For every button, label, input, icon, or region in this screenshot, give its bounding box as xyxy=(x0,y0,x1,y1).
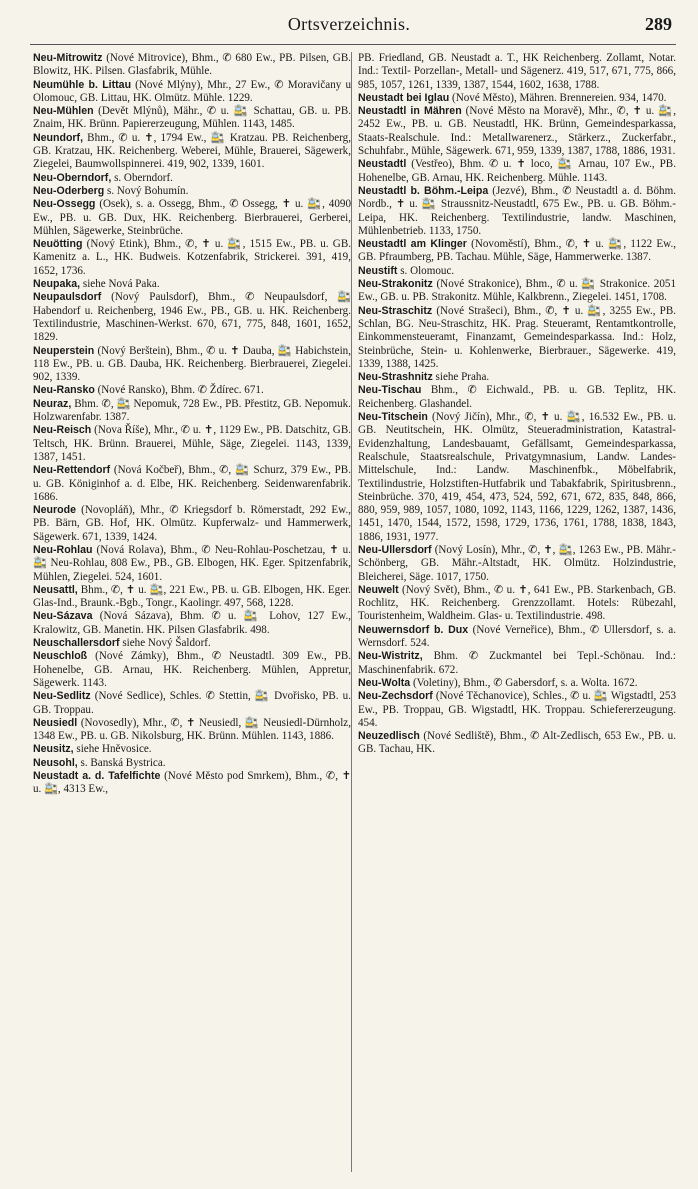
entry-headword: Neuperstein xyxy=(33,344,95,357)
directory-entry xyxy=(358,265,676,278)
entry-text: (Novosedly), Mhr., ✆, ✝ Neusiedl, 🚉 Neusiedl-Dürnholz, 1348 Ew., PB. u. GB. Nikolsburg, HK. Brünn. Mühlen. 1143, 1886. xyxy=(33,716,351,743)
entry-text: (Nový Berštein), Bhm., ✆ u. ✝ Dauba, 🚉 Habichstein, 118 Ew., PB. u. GB. Dauba, HK. Reichenberg. Bierbrauerei, Ziegelei. 902, 1339. xyxy=(33,344,351,384)
entry-headword: Neupaulsdorf xyxy=(33,291,102,304)
entry-text: (Nové Strašeci), Bhm., ✆, ✝ u. 🚉, 3255 Ew., PB. Schlan, BG. Neu-Straschitz, HK. Prag. Steueramt, Rentamtkontrolle, Einkommensteueramt, Finanzamt, Gemeindesparkassa. Ind.: Holz, Steinbrüche, Stein- u. Kohlenwerke, Bierbrauer., Sägewerke. 419, 1339, 1388, 1425. xyxy=(358,304,676,370)
entry-headword: Neuötting xyxy=(33,238,83,251)
directory-entry xyxy=(33,398,351,425)
entry-text: (Nové Město), Mähren. Brennereien. 934, 1470. xyxy=(452,91,667,104)
entry-headword: Neu-Mühlen xyxy=(33,105,94,118)
entry-text: siehe Praha. xyxy=(435,371,490,384)
entry-headword: Neusitz, xyxy=(33,743,74,756)
entry-text: s. Olomouc. xyxy=(400,264,455,277)
entry-headword: Neu-Reisch xyxy=(33,424,92,437)
entry-headword: Neustadtl xyxy=(358,158,407,171)
directory-entry xyxy=(33,544,351,584)
entry-text: (Nové Zámky), Bhm., ✆ Neustadtl. 309 Ew., PB. Hohenelbe, GB. Arnau, HK. Reichenberg. Mühlen, Appretur, Sägewerk. 1143. xyxy=(33,650,351,689)
entry-text: (Nový Jičín), Mhr., ✆, ✝ u. 🚉, 16.532 Ew., PB. u. GB. Neutitschein, HK. Olmütz, Steueradministration, Katastral-Evidenzhaltung, Landesbauamt, Gefällsamt, Gemeindesparkassa, Realschule, Staatsrealschule, Privatgymnasium, Landw. Landes-Mittelschule, Ind.: Landw. Maschinenfbk., Möbelfabrik, Textilindustrie, Holzstiften-Hutfabrik und Tabakfabrik, Spiritusbrenn., Steinbrüche. 370, 419, 454, 473, 524, 592, 671, 672, 835, 848, 866, 880, 959, 989, 1057, 1080, 1092, 1143, 1166, 1229, 1262, 1387, 1436, 1451, 1470, 1544, 1572, 1598, 1729, 1736, 1761, 1788, 1838, 1843, 1886, 1931, 1977. xyxy=(358,411,676,543)
entry-headword: Neusohl, xyxy=(33,756,78,769)
entry-headword: Neustadtl b. Böhm.-Leipa xyxy=(358,184,489,197)
directory-entry xyxy=(33,743,351,756)
entry-text: s. Nový Bohumín. xyxy=(107,184,189,197)
entry-headword: Neu-Ossegg xyxy=(33,198,96,211)
directory-entry xyxy=(358,544,676,584)
directory-entry xyxy=(358,690,676,730)
entry-headword: Neuraz, xyxy=(33,397,72,410)
entry-text: (Nové Těchanovice), Schles., ✆ u. 🚉 Wigstadtl, 253 Ew., PB. Troppau, GB. Wigstadtl, HK. Troppau. Schiefererzeugung. 454. xyxy=(358,690,676,729)
directory-entry xyxy=(358,305,676,371)
entry-text: (Nová Kočbeř), Bhm., ✆, 🚉 Schurz, 379 Ew., PB. u. GB. Königinhof a. d. Elbe, HK. Reichenberg. Seidenwarenfabrik. 1686. xyxy=(33,464,351,503)
entry-headword: Neu-Oberndorf, xyxy=(33,171,112,184)
directory-entry xyxy=(358,52,676,92)
directory-entry xyxy=(33,717,351,744)
entry-headword: Neu-Titschein xyxy=(358,411,428,424)
entry-text: (Nové Ransko), Bhm. ✆ Ždírec. 671. xyxy=(97,384,264,397)
directory-entry xyxy=(33,238,351,278)
directory-entry xyxy=(33,172,351,185)
entry-text: (Nový Paulsdorf), Bhm., ✆ Neupaulsdorf, 🚉 Habendorf u. Reichenberg, 1946 Ew., PB., GB. u. HK. Reichenberg. Textilindustrie, Maschinen-Werkst. 670, 671, 775, 848, 1601, 1652, 1829. xyxy=(33,291,351,344)
entry-headword: Neustadt bei Iglau xyxy=(358,91,450,104)
entry-text: (Nové Strakonice), Bhm., ✆ u. 🚉 Strakonice. 2051 Ew., GB. u. PB. Strakonitz. Mühle, Kalkbrenn., Ziegelei. 1451, 1708. xyxy=(358,278,676,304)
directory-entry xyxy=(33,52,351,79)
entry-text: (Nové Mlýny), Mhr., 27 Ew., ✆ Moravičany u Olomouc, GB. Littau, HK. Olmütz. Mühle. 1229. xyxy=(33,78,351,104)
entry-headword: Neuwelt xyxy=(358,583,399,596)
directory-entry xyxy=(358,238,676,265)
directory-entry xyxy=(33,464,351,504)
entry-text: (Nova Říše), Mhr., ✆ u. ✝, 1129 Ew., PB. Datschitz, GB. Teltsch, HK. Brünn. Brauerei, Mühle, Säge, Ziegelei. 1143, 1339, 1387, 1451. xyxy=(33,424,351,463)
right-column xyxy=(358,52,676,1182)
directory-entry xyxy=(358,92,676,105)
entry-text: (Nové Sedlice), Schles. ✆ Stettin, 🚉 Dvořisko, PB. u. GB. Troppau. xyxy=(33,690,351,716)
entry-text: siehe Nová Paka. xyxy=(82,278,160,291)
directory-entry xyxy=(358,677,676,690)
directory-entry xyxy=(358,185,676,238)
entry-text: PB. Friedland, GB. Neustadt a. T., HK Reichenberg. Zollamt, Notar. Ind.: Textil- Porzellan-, Metall- und Sägenerz. 419, 517, 671, 775, 866, 985, 1057, 1261, 1339, 1387, 1544, 1602, 1638, 1788. xyxy=(358,52,676,91)
entry-text: (Jezvé), Bhm., ✆ Neustadtl a. d. Böhm. Nordb., ✝ u. 🚉 Straussnitz-Neustadtl, 675 Ew., PB. u. GB. Böhm.-Leipa, HK. Reichenberg. Textilindustrie, landw. Maschinen, Mühlenbetrieb. 1133, 1750. xyxy=(358,184,676,237)
directory-entry xyxy=(358,158,676,185)
entry-text: (Nový Etink), Bhm., ✆, ✝ u. 🚉, 1515 Ew., PB. u. GB. Kamenitz a. L., HK. Budweis. Kotzenfabrik, Strickerei. 391, 419, 1652, 1736. xyxy=(33,238,351,277)
entry-text: (Novoměstí), Bhm., ✆, ✝ u. 🚉, 1122 Ew., GB. Pfraumberg, PB. Tachau. Mühle, Säge, Hammerwerke. 1387. xyxy=(358,238,676,264)
entry-headword: Neu-Strashnitz xyxy=(358,371,433,384)
directory-entry xyxy=(33,584,351,611)
entry-headword: Neu-Wolta xyxy=(358,676,411,689)
directory-entry xyxy=(33,384,351,397)
directory-entry xyxy=(33,757,351,770)
directory-entry xyxy=(33,291,351,344)
entry-headword: Neu-Mitrowitz xyxy=(33,52,103,64)
entry-headword: Neustadtl in Mähren xyxy=(358,105,462,118)
directory-entry xyxy=(358,584,676,624)
page-title: Ortsverzeichnis. xyxy=(287,14,411,34)
entry-text: s. Banská Bystrica. xyxy=(80,756,166,769)
entry-headword: Neustift xyxy=(358,264,398,277)
entry-text: (Nové Verneřice), Bhm., ✆ Ullersdorf, s. a. Wernsdorf. 524. xyxy=(358,623,676,650)
directory-entry xyxy=(358,730,676,757)
entry-headword: Neustadt a. d. Tafelfichte xyxy=(33,770,161,783)
entry-headword: Neu-Tischau xyxy=(358,384,422,397)
entry-headword: Neu-Rohlau xyxy=(33,543,93,556)
entry-headword: Neu-Zechsdorf xyxy=(358,690,433,703)
directory-entry xyxy=(33,185,351,198)
entry-headword: Neu-Ullersdorf xyxy=(358,543,432,556)
entry-headword: Neu-Oderberg xyxy=(33,184,105,197)
entry-text: siehe Hněvosice. xyxy=(76,743,152,756)
entry-headword: Neu-Rettendorf xyxy=(33,464,111,477)
entry-text: Bhm. ✆, 🚉 Nepomuk, 728 Ew., PB. Přestitz, GB. Nepomuk. Holzwarenfabr. 1387. xyxy=(33,397,351,424)
entry-headword: Neusiedl xyxy=(33,716,78,729)
directory-entry xyxy=(33,637,351,650)
directory-entry xyxy=(33,770,351,797)
entry-headword: Neumühle b. Littau xyxy=(33,78,132,91)
entry-headword: Neuzedlisch xyxy=(358,730,420,743)
directory-entry xyxy=(358,105,676,158)
entry-text: (Nový Svět), Bhm., ✆ u. ✝, 641 Ew., PB. Starkenbach, GB. Rochlitz, HK. Reichenberg. Grenzzollamt. Hotels: Rübezahl, Touristenheim, Waldheim. Glas- u. Textilindustrie. 498. xyxy=(358,583,676,623)
entry-text: (Novopláň), Mhr., ✆ Kriegsdorf b. Römerstadt, 292 Ew., PB. Bärn, GB. Hof, HK. Olmütz. Kupferwalz- und Hammerwerk, Sägewerk. 671, 1339, 1424. xyxy=(33,504,351,543)
directory-entry xyxy=(33,690,351,717)
directory-entry xyxy=(33,278,351,291)
page-number: 289 xyxy=(645,14,672,34)
entry-headword: Neu-Strakonitz xyxy=(358,278,433,291)
entry-text: Bhm. ✆ Zuckmantel bei Tepl.-Schönau. Ind.: Maschinenfabrik. 672. xyxy=(358,650,676,676)
left-column xyxy=(33,52,351,1182)
entry-headword: Neusattl, xyxy=(33,583,78,596)
directory-entry xyxy=(33,610,351,637)
entry-text: (Nové Město na Moravě), Mhr., ✆, ✝ u. 🚉, 2452 Ew., PB. u. GB. Neustadtl, HK. Brünn, Gemeindesparkassa, Staats-Realschule. Ind.: Metallwarenerz., Stärkerz., Zuckerfabr., Schuhfabr., Mühle, Sägewerk. 671, 959, 1339, 1387, 1788, 1886, 1931. xyxy=(358,105,676,158)
entry-text: Bhm., ✆ Eichwald., PB. u. GB. Teplitz, HK. Reichenberg. Glashandel. xyxy=(358,384,676,410)
entry-text: (Nové Mitrovice), Bhm., ✆ 680 Ew., PB. Pilsen, GB. Blowitz, HK. Pilsen. Glasfabrik, Mühle. xyxy=(33,52,351,78)
entry-text: (Voletiny), Bhm., ✆ Gabersdorf, s. a. Wolta. 1672. xyxy=(412,676,638,689)
entry-headword: Neundorf, xyxy=(33,131,84,144)
directory-entry xyxy=(33,105,351,132)
directory-entry xyxy=(33,198,351,238)
header-rule xyxy=(30,44,676,45)
entry-text: (Nové Město pod Smrkem), Bhm., ✆, ✝ u. 🚉, 4313 Ew., xyxy=(33,770,351,796)
entry-headword: Neu-Straschitz xyxy=(358,304,433,317)
directory-entry xyxy=(33,650,351,690)
directory-entry xyxy=(358,371,676,384)
entry-headword: Neu-Ransko xyxy=(33,384,95,397)
entry-text: (Vestřeo), Bhm. ✆ u. ✝ loco, 🚉 Arnau, 107 Ew., PB. Hohenelbe, GB. Arnau, HK. Reichenberg. Mühle. 1143. xyxy=(358,158,676,184)
entry-text: s. Oberndorf. xyxy=(114,171,173,184)
directory-entry xyxy=(33,424,351,464)
entry-headword: Neuschloß xyxy=(33,650,88,663)
directory-entry xyxy=(358,278,676,305)
entry-headword: Neu-Sedlitz xyxy=(33,690,91,703)
entry-text: Bhm., ✆ u. ✝, 1794 Ew., 🚉 Kratzau. PB. Reichenberg, GB. Kratzau, HK. Reichenberg. Weberei, Mühle, Brauerei, Sägewerk, Ziegelei, Baumwollspinnerei. 419, 902, 1339, 1601. xyxy=(33,131,351,171)
directory-entry xyxy=(33,345,351,385)
entry-text: siehe Nový Šaldorf. xyxy=(122,637,211,650)
entry-headword: Neupaka, xyxy=(33,278,81,291)
entry-text: (Nové Sedliště), Bhm., ✆ Alt-Zedlisch, 653 Ew., PB. u. GB. Tachau, HK. xyxy=(358,730,676,756)
entry-headword: Neuwernsdorf b. Dux xyxy=(358,623,469,636)
column-divider xyxy=(351,52,352,1172)
directory-entry xyxy=(358,650,676,677)
entry-text: Bhm., ✆, ✝ u. 🚉, 221 Ew., PB. u. GB. Elbogen, HK. Eger. Glas-Ind., Braunk.-Bgb., Tongr., Kaolingr. 497, 568, 1228. xyxy=(33,583,351,610)
directory-entry xyxy=(358,384,676,411)
entry-text: (Nová Rolava), Bhm., ✆ Neu-Rohlau-Poschetzau, ✝ u. 🚉 Neu-Rohlau, 808 Ew., PB., GB. Elbogen, HK. Eger. Spitzenfabrik, Mühlen, Ziegelei. 524, 1601. xyxy=(33,543,351,583)
entry-text: (Nová Sázava), Bhm. ✆ u. 🚉 Lohov, 127 Ew., Kralowitz, GB. Manetin. HK. Pilsen Glasfabrik. 498. xyxy=(33,610,351,636)
page-header xyxy=(22,14,676,44)
directory-entry xyxy=(358,624,676,651)
directory-entry xyxy=(358,411,676,544)
entry-text: (Osek), s. a. Ossegg, Bhm., ✆ Ossegg, ✝ u. 🚉, 4090 Ew., PB. u. GB. Dux, HK. Reichenberg. Bierbrauerei, Gerberei, Mühlen, Sägewerke, Steinbrüche. xyxy=(33,198,351,237)
entry-headword: Neu-Sázava xyxy=(33,610,93,623)
directory-entry xyxy=(33,132,351,172)
directory-entry xyxy=(33,504,351,544)
directory-entry xyxy=(33,79,351,106)
entry-text: (Devět Mlýnů), Mähr., ✆ u. 🚉 Schattau, GB. u. PB. Znaim, HK. Brünn. Papiererzeugung, Mühlen. 1143, 1485. xyxy=(33,105,351,131)
entry-headword: Neu-Wistritz, xyxy=(358,650,423,663)
entry-headword: Neustadtl am Klinger xyxy=(358,238,467,251)
entry-text: (Nový Losín), Mhr., ✆, ✝, 🚉, 1263 Ew., PB. Mähr.-Schönberg, GB. Mähr.-Altstadt, HK. Olmütz. Holzindustrie, Bleicherei, Säge. 1017, 1750. xyxy=(358,543,676,583)
entry-headword: Neurode xyxy=(33,504,76,517)
entry-headword: Neuschallersdorf xyxy=(33,637,120,650)
